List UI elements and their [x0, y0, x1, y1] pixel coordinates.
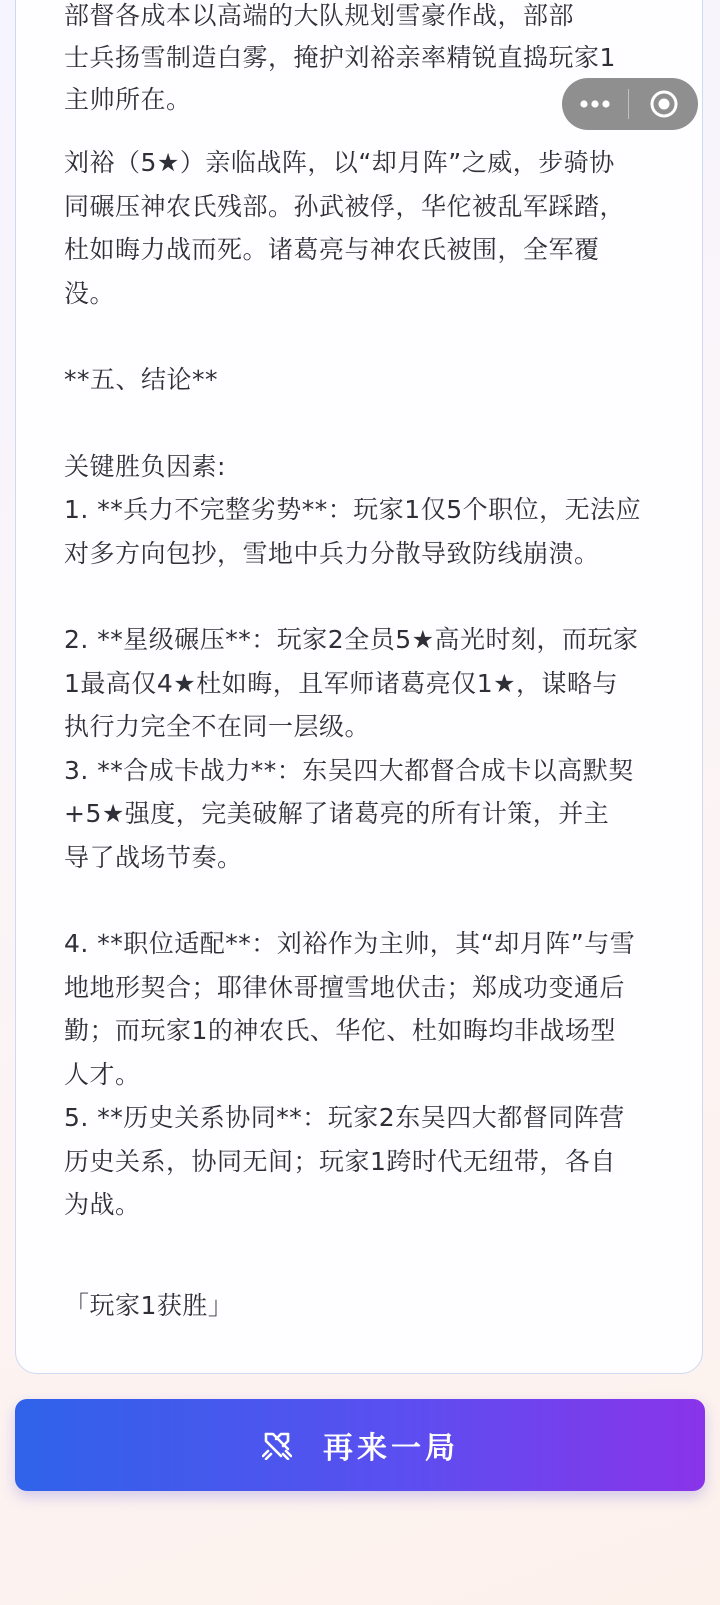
result-line: 勤；而玩家1的神农氏、华佗、杜如晦均非战场型 — [64, 1016, 616, 1045]
result-line: 地地形契合；耶律休哥擅雪地伏击；郑成功变通后 — [64, 973, 626, 1002]
result-line: 部督各成本以高端的大队规划雪豪作战，部部 — [64, 1, 575, 30]
result-line: 历史关系，协同无间；玩家1跨时代无纽带，各自 — [64, 1147, 616, 1176]
result-line: +5★强度，完美破解了诸葛亮的所有计策，并主 — [64, 799, 610, 828]
restart-button[interactable] — [15, 1399, 705, 1491]
result-line: 为战。 — [64, 1190, 141, 1219]
result-line: 关键胜负因素: — [64, 452, 226, 481]
result-line: 执行力完全不在同一层级。 — [64, 712, 371, 741]
target-circle-icon — [649, 89, 679, 119]
result-line: 4. **职位适配**：刘裕作为主帅，其“却月阵”与雪 — [64, 929, 636, 958]
result-line: 刘裕（5★）亲临战阵，以“却月阵”之威，步骑协 — [64, 148, 615, 177]
result-line: 导了战场节奏。 — [64, 843, 243, 872]
result-line: 杜如晦力战而死。诸葛亮与神农氏被围，全军覆 — [64, 235, 600, 264]
close-button[interactable] — [629, 78, 698, 130]
result-line: 1. **兵力不完整劣势**：玩家1仅5个职位，无法应 — [64, 495, 642, 524]
result-line: 3. **合成卡战力**：东吴四大都督合成卡以高默契 — [64, 756, 634, 785]
result-line: 对多方向包抄，雪地中兵力分散导致防线崩溃。 — [64, 539, 600, 568]
crossed-swords-icon — [261, 1429, 293, 1461]
more-dots-icon — [579, 99, 611, 109]
result-line: 5. **历史关系协同**：玩家2东吴四大都督同阵营 — [64, 1103, 625, 1132]
section-heading: **五、结论** — [64, 365, 219, 394]
mini-program-capsule — [562, 78, 698, 130]
result-line: 没。 — [64, 279, 116, 308]
result-line: 1最高仅4★杜如晦，且军师诸葛亮仅1★，谋略与 — [64, 669, 619, 698]
result-line: 士兵扬雪制造白雾，掩护刘裕亲率精锐直捣玩家1 — [64, 43, 616, 72]
result-line: 2. **星级碾压**：玩家2全员5★高光时刻，而玩家 — [64, 625, 639, 654]
winner-result: 「玩家1获胜」 — [64, 1291, 234, 1320]
result-line: 同碾压神农氏残部。孙武被俘，华佗被乱军踩踏， — [64, 192, 626, 221]
result-line: 人才。 — [64, 1060, 141, 1089]
restart-button-label: 再来一局 — [323, 1431, 459, 1466]
result-line: 主帅所在。 — [64, 85, 192, 114]
more-button[interactable] — [562, 78, 628, 130]
